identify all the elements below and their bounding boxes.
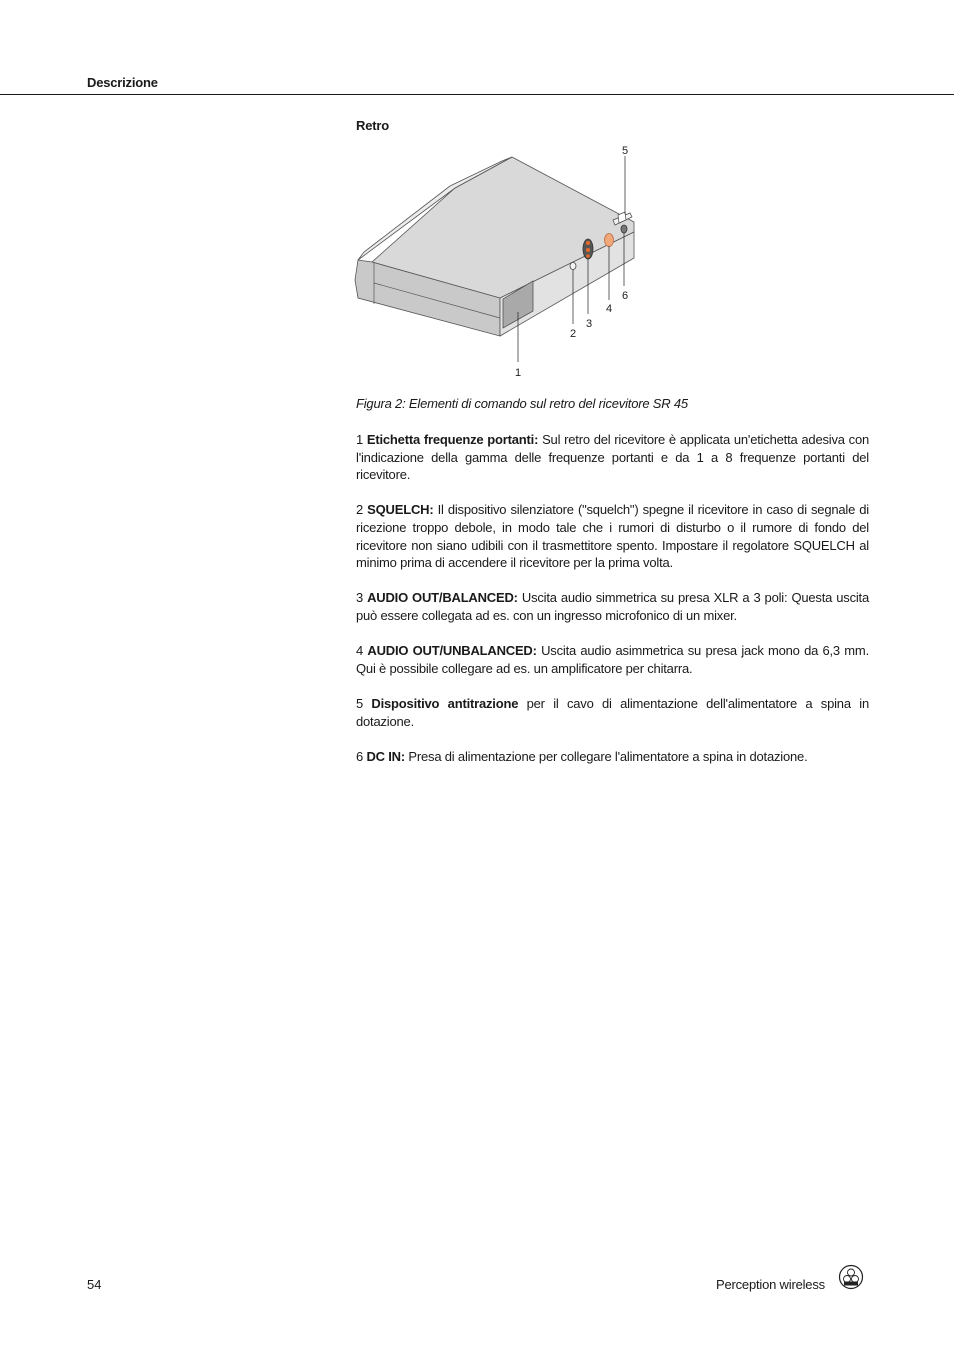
item-6: 6 DC IN: Presa di alimentazione per collegare l'alimentatore a spina in dotazione.: [356, 748, 808, 764]
item-2: 2 SQUELCH: Il dispositivo silenziatore ("squelch") spegne il ricevitore in caso di segnale di ricezione troppo debole, in modo tale che i rumori di disturbo o il rumore di fondo del ricevitore non siano udibili con il trasmettitore spento. Impostare il regolatore SQUELCH al minimo prima di accendere il ricevitore per la prima volta.: [356, 502, 869, 571]
running-header: Descrizione: [87, 75, 158, 90]
callout-number-6: 6: [621, 290, 629, 302]
item-term: Etichetta frequenze portanti:: [366, 432, 539, 447]
item-5: 5 Dispositivo antitrazione per il cavo di alimentazione dell'alimentatore a spina in dotazione.: [356, 695, 869, 729]
squelch-control: [570, 262, 576, 269]
item-term: Dispositivo antitrazione: [371, 695, 519, 711]
item-4: 4 AUDIO OUT/UNBALANCED: Uscita audio asimmetrica su presa jack mono da 6,3 mm. Qui è possibile collegare ad es. un amplificatore per chitarra.: [356, 643, 869, 676]
callout-number-3: 3: [585, 318, 593, 330]
item-term: AUDIO OUT/BALANCED:: [367, 590, 518, 606]
item-term: AUDIO OUT/UNBALANCED:: [367, 643, 537, 659]
xlr-pin: [586, 241, 590, 245]
item-list: [356, 431, 869, 783]
akg-logo-icon: [838, 1264, 864, 1290]
callout-number-5: 5: [621, 145, 629, 157]
item-3: 3 AUDIO OUT/BALANCED: Uscita audio simmetrica su presa XLR a 3 poli: Questa uscita può essere collegata ad es. con un ingresso microfonico di un mixer.: [356, 590, 870, 623]
receiver-back-drawing: [340, 140, 660, 385]
item-term: DC IN:: [366, 748, 405, 764]
xlr-pin: [586, 248, 590, 252]
figure-caption: Figura 2: Elementi di comando sul retro del ricevitore SR 45: [356, 396, 688, 411]
header-rule: [0, 94, 954, 95]
callout-number-1: 1: [514, 367, 522, 379]
page-number: 54: [87, 1277, 102, 1292]
receiver-back-figure: [340, 140, 660, 385]
callout-number-4: 4: [605, 303, 613, 315]
dc-in-socket: [621, 225, 627, 233]
xlr-pin: [586, 254, 590, 258]
jack-socket: [605, 234, 614, 247]
item-term: SQUELCH:: [367, 502, 434, 518]
callout-number-2: 2: [569, 328, 577, 340]
section-title: Retro: [356, 118, 389, 133]
item-1: 1 Etichetta frequenze portanti: Sul retro del ricevitore è applicata un'etichetta adesiva con l'indicazione della gamma delle frequenze portanti e da 1 a 8 frequenze portanti del ricevitore.: [356, 432, 870, 483]
footer-brand: Perception wireless: [716, 1277, 825, 1292]
